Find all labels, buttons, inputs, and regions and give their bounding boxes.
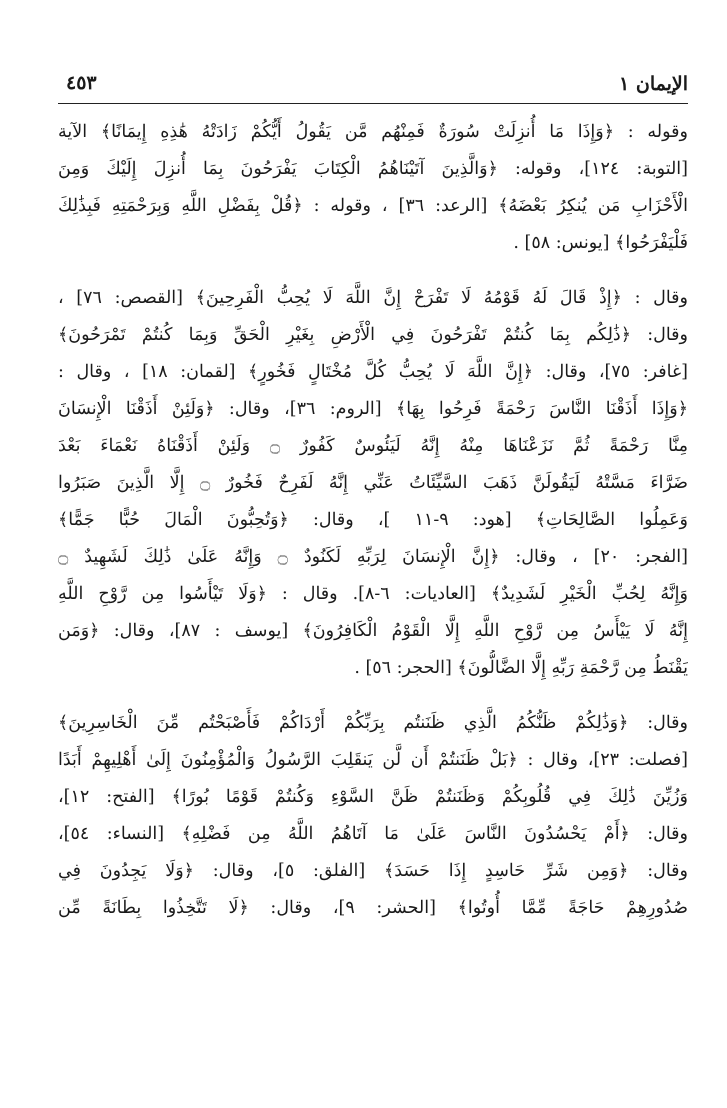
paragraph-1 [58,114,688,262]
text-line: وقال: ﴿وَمِن شَرِّ حَاسِدٍ إِذَا حَسَدَ﴾ [الفلق: ٥]، وقال: ﴿وَلَا يَجِدُونَ فِي [58,861,688,881]
text-line: وَزُيِّنَ ذَٰلِكَ فِي قُلُوبِكُمْ وَظَنَنتُمْ ظَنَّ السَّوْءِ وَكُنتُمْ قَوْمًا بُورًا﴾ [الفتح: ١٢]، [58,787,688,807]
text-line: وقال : ﴿إِذْ قَالَ لَهُ قَوْمُهُ لَا تَفْرَحْ إِنَّ اللَّهَ لَا يُحِبُّ الْفَرِحِينَ﴾ [القصص: ٧٦] ، [58,288,688,308]
text-line: ﴿وَإِذَا أَذَقْنَا النَّاسَ رَحْمَةً فَرِحُوا بِهَا﴾ [الروم: ٣٦]، وقال: ﴿وَلَئِنْ أَذَقْنَا الْإِنسَانَ [58,399,688,419]
book-page [58,60,688,1100]
text-line: إِنَّهُ لَا يَيْأَسُ مِن رَّوْحِ اللَّهِ إِلَّا الْقَوْمُ الْكَافِرُونَ﴾ [يوسف : ٨٧]، وقال: ﴿وَمَن [58,621,688,641]
paragraph-3 [58,705,688,927]
text-line: فَلْيَفْرَحُوا﴾ [يونس: ٥٨] . [513,233,688,253]
text-line: وقال: ﴿ذَٰلِكُم بِمَا كُنتُمْ تَفْرَحُونَ فِي الْأَرْضِ بِغَيْرِ الْحَقِّ وَبِمَا كُنتُمْ تَمْرَحُونَ﴾ [58,325,688,345]
text-line: [فصلت: ٢٣]، وقال : ﴿بَلْ ظَنَنتُمْ أَن لَّن يَنقَلِبَ الرَّسُولُ وَالْمُؤْمِنُونَ إِلَىٰ أَهْلِيهِمْ أَبَدًا [58,750,688,770]
page-number: ٤٥٣ [66,72,97,94]
text-line: وَإِنَّهُ لِحُبِّ الْخَيْرِ لَشَدِيدٌ﴾ [العاديات: ٦-٨]. وقال : ﴿وَلَا تَيْأَسُوا مِن رَّوْحِ اللَّهِ [58,584,688,604]
text-line: يَقْنَطُ مِن رَّحْمَةِ رَبِّهِ إِلَّا الضَّالُّونَ﴾ [الحجر: ٥٦] . [354,658,688,678]
paragraph-2 [58,280,688,687]
body-text [58,104,688,927]
text-line: وقال: ﴿أَمْ يَحْسُدُونَ النَّاسَ عَلَىٰ مَا آتَاهُمُ اللَّهُ مِن فَضْلِهِ﴾ [النساء: ٥٤]، [58,824,688,844]
running-title: الإيمان ١ [619,73,688,95]
text-line: الْأَحْزَابِ مَن يُنكِرُ بَعْضَهُ﴾ [الرعد: ٣٦] ، وقوله : ﴿قُلْ بِفَضْلِ اللَّهِ وَبِرَحْمَتِهِ فَبِذَٰلِكَ [58,196,688,216]
text-line: [غافر: ٧٥]، وقال: ﴿إِنَّ اللَّهَ لَا يُحِبُّ كُلَّ مُخْتَالٍ فَخُورٍ﴾ [لقمان: ١٨] ، وقال : [58,362,688,382]
text-line: مِنَّا رَحْمَةً ثُمَّ نَزَعْنَاهَا مِنْهُ إِنَّهُ لَيَئُوسٌ كَفُورٌ ۝ وَلَئِنْ أَذَقْنَاهُ نَعْمَاءَ بَعْدَ [58,436,688,456]
text-line: وقوله : ﴿وَإِذَا مَا أُنزِلَتْ سُورَةٌ فَمِنْهُم مَّن يَقُولُ أَيُّكُمْ زَادَتْهُ هَٰذِهِ إِيمَانًا﴾ الآية [58,122,688,142]
page-header [58,60,688,104]
text-line: [التوبة: ١٢٤]، وقوله: ﴿وَالَّذِينَ آتَيْنَاهُمُ الْكِتَابَ يَفْرَحُونَ بِمَا أُنزِلَ إِلَيْكَ وَمِنَ [58,159,688,179]
text-line: صُدُورِهِمْ حَاجَةً مِّمَّا أُوتُوا﴾ [الحشر: ٩]، وقال: ﴿لَا تَتَّخِذُوا بِطَانَةً مِّن [58,898,688,918]
text-line: [الفجر: ٢٠] ، وقال: ﴿إِنَّ الْإِنسَانَ لِرَبِّهِ لَكَنُودٌ ۝ وَإِنَّهُ عَلَىٰ ذَٰلِكَ لَشَهِيدٌ ۝ [58,547,688,567]
text-line: وَعَمِلُوا الصَّالِحَاتِ﴾ [هود: ٩-١١ ]، وقال: ﴿وَتُحِبُّونَ الْمَالَ حُبًّا جَمًّا﴾ [58,510,688,530]
text-line: ضَرَّاءَ مَسَّتْهُ لَيَقُولَنَّ ذَهَبَ السَّيِّئَاتُ عَنِّي إِنَّهُ لَفَرِحٌ فَخُورٌ ۝ إِلَّا الَّذِينَ صَبَرُوا [58,473,688,493]
text-line: وقال: ﴿وَذَٰلِكُمْ ظَنُّكُمُ الَّذِي ظَنَنتُم بِرَبِّكُمْ أَرْدَاكُمْ فَأَصْبَحْتُم مِّنَ الْخَاسِرِينَ﴾ [58,713,688,733]
